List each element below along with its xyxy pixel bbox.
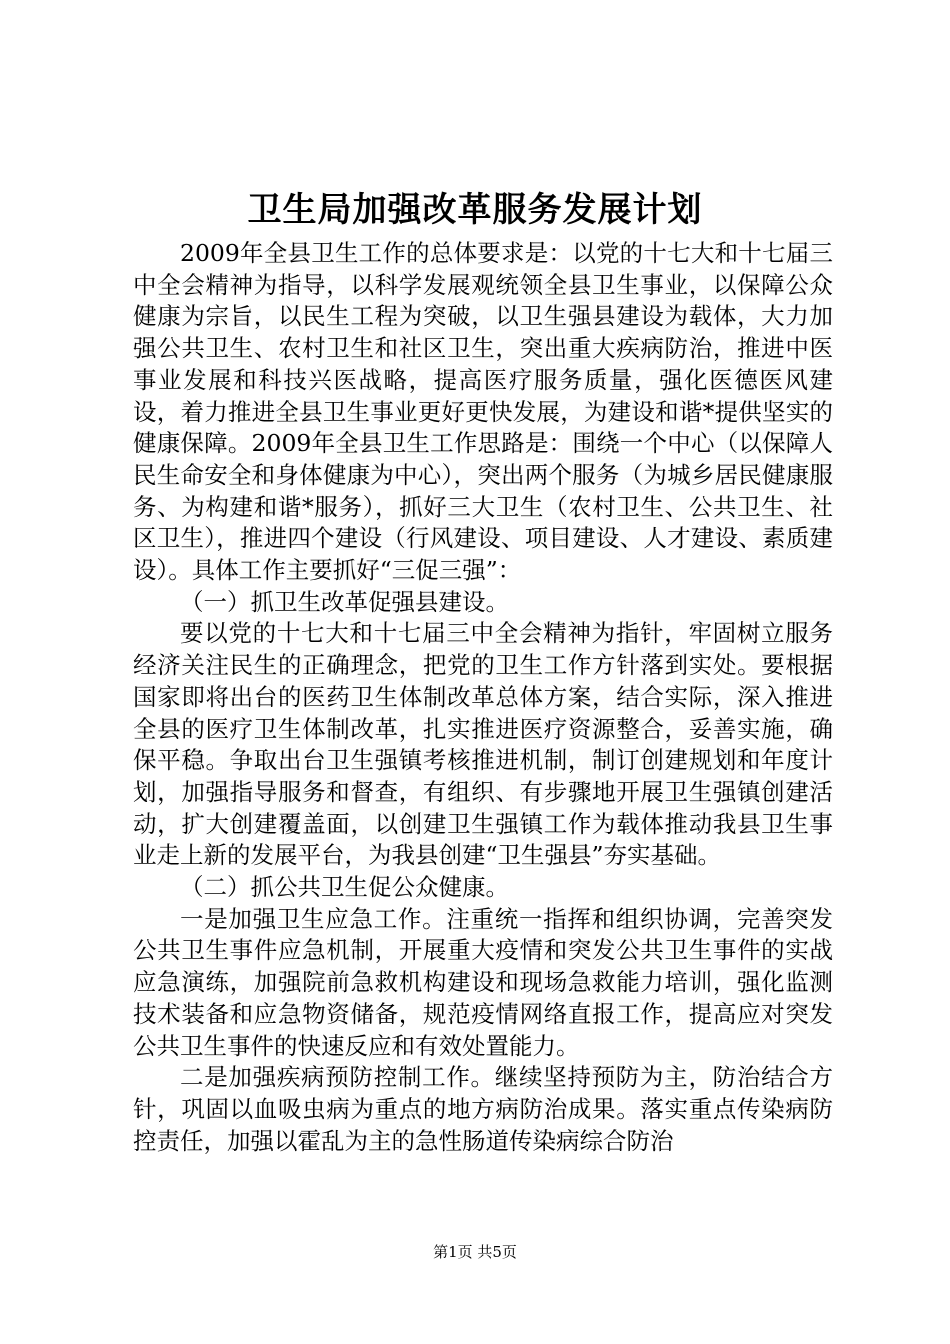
section-heading-reform: （一）抓卫生改革促强县建设。: [180, 587, 509, 616]
section-heading-public-health: （二）抓公共卫生促公众健康。: [180, 873, 509, 902]
page-footer: 第1页 共5页: [433, 1243, 517, 1261]
paragraph-reform: 要以党的十七大和十七届三中全会精神为指针，牢固树立服务经济关注民生的正确理念，把党的卫生工作方针落到实处。要根据国家即将出台的医药卫生体制改革总体方案，结合实际，深入推进全县的医疗卫生体制改革，扎实推进医疗资源整合，妥善实施，确保平稳。争取出台卫生强镇考核推进机制，制订创建规划和年度计划，加强指导服务和督查，有组织、有步骤地开展卫生强镇创建活动，扩大创建覆盖面，以创建卫生强镇工作为载体推动我县卫生事业走上新的发展平台，为我县创建“卫生强县”夯实基础。: [133, 619, 833, 870]
paragraph-disease-control: 二是加强疾病预防控制工作。继续坚持预防为主，防治结合方针，巩固以血吸虫病为重点的地方病防治成果。落实重点传染病防控责任，加强以霍乱为主的急性肠道传染病综合防治: [133, 1063, 833, 1155]
document-title: 卫生局加强改革服务发展计划: [247, 190, 703, 230]
paragraph-emergency: 一是加强卫生应急工作。注重统一指挥和组织协调，完善突发公共卫生事件应急机制，开展重大疫情和突发公共卫生事件的实战应急演练，加强院前急救机构建设和现场急救能力培训，强化监测技术装备和应急物资储备，规范疫情网络直报工作，提高应对突发公共卫生事件的快速反应和有效处置能力。: [133, 904, 833, 1060]
document-body: [133, 238, 833, 1157]
paragraph-overview: 2009年全县卫生工作的总体要求是：以党的十七大和十七届三中全会精神为指导，以科学发展观统领全县卫生事业，以保障公众健康为宗旨，以民生工程为突破，以卫生强县建设为载体，大力加强公共卫生、农村卫生和社区卫生，突出重大疾病防治，推进中医事业发展和科技兴医战略，提高医疗服务质量，强化医德医风建设，着力推进全县卫生事业更好更快发展，为建设和谐*提供坚实的健康保障。2009年全县卫生工作思路是：围绕一个中心（以保障人民生命安全和身体健康为中心），突出两个服务（为城乡居民健康服务、为构建和谐*服务），抓好三大卫生（农村卫生、公共卫生、社区卫生），推进四个建设（行风建设、项目建设、人才建设、素质建设）。具体工作主要抓好“三促三强”：: [133, 239, 833, 585]
